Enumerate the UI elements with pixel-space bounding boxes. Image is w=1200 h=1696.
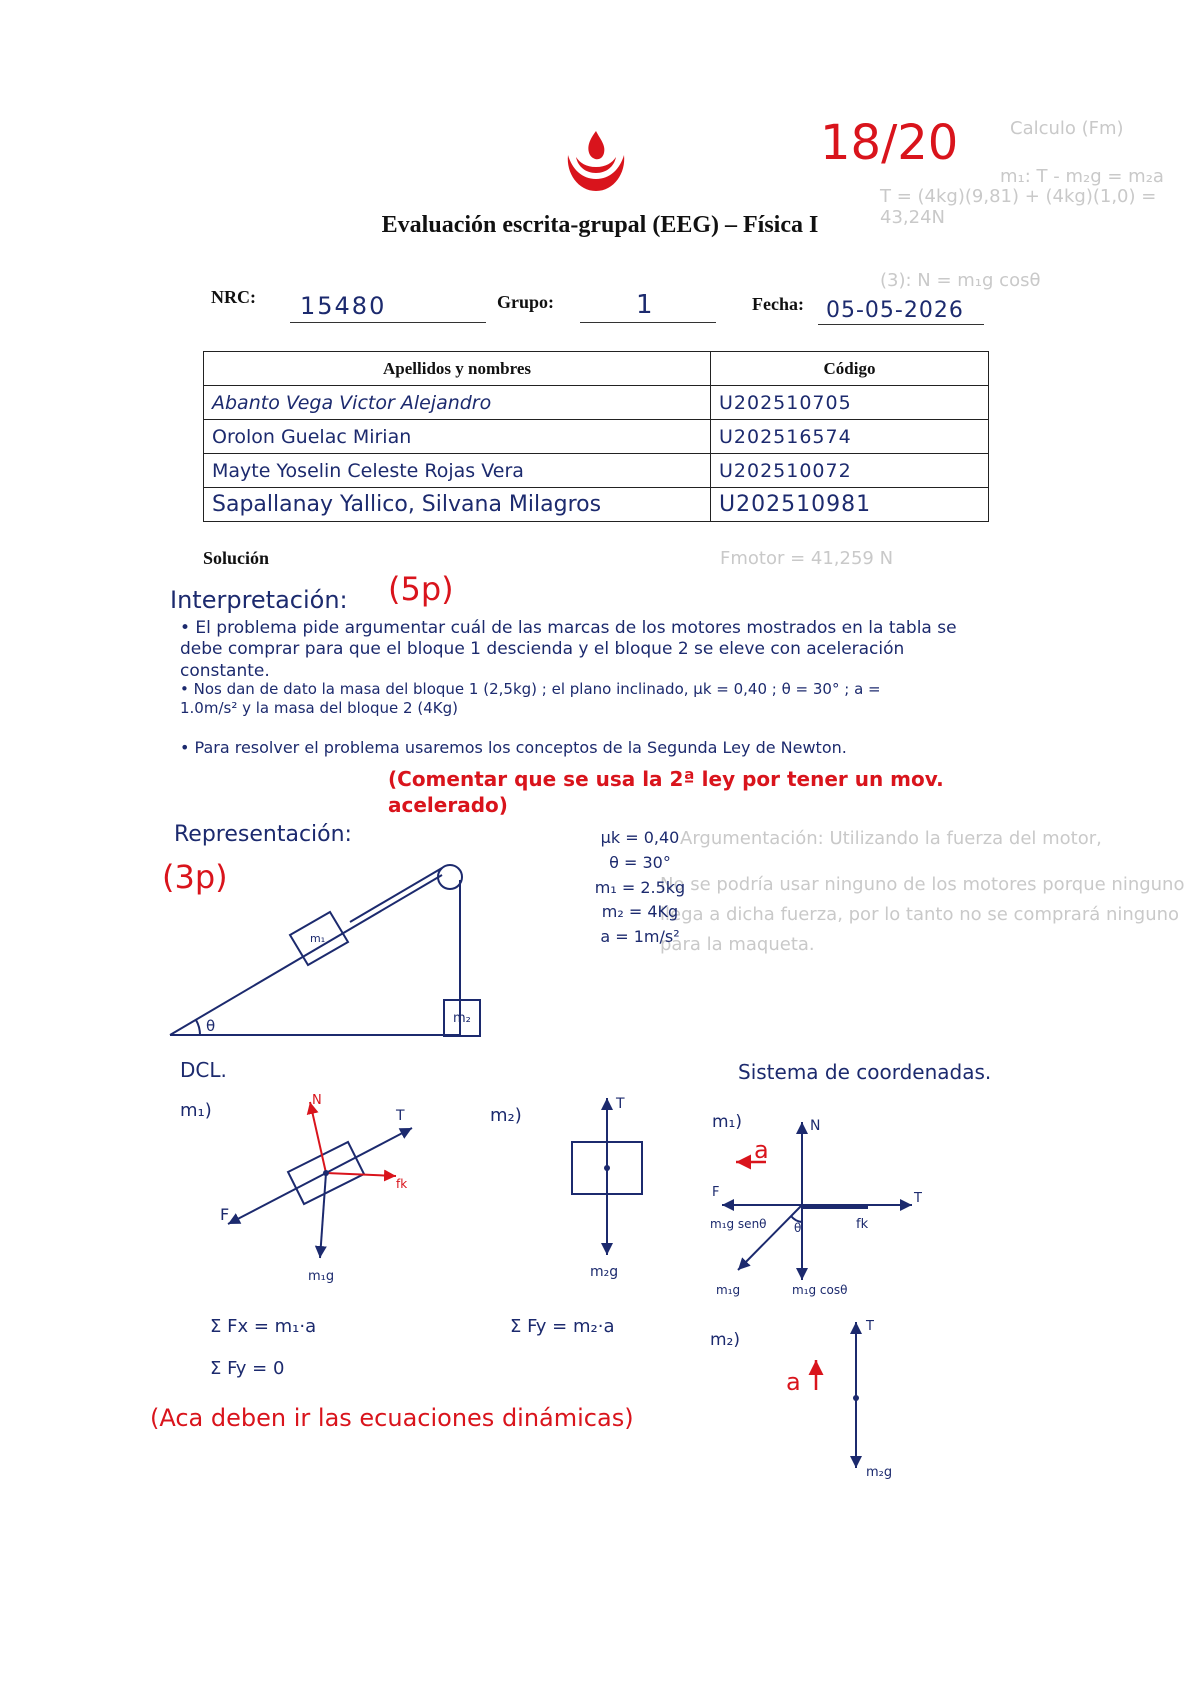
given-data-item: m₁ = 2.5kg bbox=[594, 877, 686, 897]
interpretation-bullet: • El problema pide argumentar cuál de las marcas de los motores mostrados en la tabla se debe comprar para que el bloque 1 descienda y el bloque 2 se eleve con aceleración constante. bbox=[180, 618, 957, 681]
dcl-m1-label: m₁) bbox=[180, 1100, 212, 1121]
column-header: Apellidos y nombres bbox=[204, 352, 711, 386]
members-table bbox=[203, 351, 989, 522]
nrc-underline bbox=[290, 322, 486, 323]
member-name: Mayte Yoselin Celeste Rojas Vera bbox=[204, 454, 711, 488]
date-underline bbox=[818, 324, 984, 325]
friction-label: fk bbox=[396, 1177, 408, 1191]
solution-heading: Solución bbox=[203, 548, 270, 568]
bleed-through-line: para la maqueta. bbox=[660, 934, 815, 955]
university-logo bbox=[560, 125, 632, 197]
bleed-through-line: Calculo (Fm) bbox=[1010, 118, 1124, 139]
tension-label: T bbox=[396, 1108, 405, 1124]
bleed-through-line: Fmotor = 41,259 N bbox=[720, 548, 894, 569]
equation-sum-fy: Σ Fy = 0 bbox=[210, 1358, 285, 1379]
normal-axis-label: N bbox=[810, 1118, 821, 1134]
representation-title: Representación: bbox=[174, 822, 352, 847]
member-code: U202510705 bbox=[711, 386, 989, 420]
nrc-value: 15480 bbox=[300, 292, 387, 320]
equation-m2: Σ Fy = m₂·a bbox=[510, 1316, 615, 1337]
coords-m1-label: m₁) bbox=[712, 1112, 743, 1132]
table-row bbox=[204, 420, 989, 454]
representation-score: (3p) bbox=[162, 858, 228, 896]
given-data-list bbox=[585, 826, 695, 950]
grade-score: 18/20 bbox=[820, 115, 959, 171]
teacher-comment: (Comentar que se usa la 2ª ley por tener un mov. acelerado) bbox=[388, 767, 944, 817]
force-f-axis-label: F bbox=[712, 1185, 720, 1200]
block1-label: m₁ bbox=[310, 932, 326, 945]
member-name: Abanto Vega Victor Alejandro bbox=[204, 386, 711, 420]
interpretation-bullet: • Para resolver el problema usaremos los conceptos de la Segunda Ley de Newton. bbox=[180, 738, 847, 757]
bleed-through-line: llega a dicha fuerza, por lo tanto no se comprará ninguno bbox=[660, 904, 1180, 925]
nrc-label: NRC: bbox=[211, 287, 256, 307]
coordinate-system-m1 bbox=[690, 1110, 930, 1310]
final-teacher-comment: (Aca deben ir las ecuaciones dinámicas) bbox=[150, 1404, 634, 1432]
normal-force-label: N bbox=[312, 1093, 322, 1108]
coords-m2-label: m₂) bbox=[710, 1330, 741, 1350]
table-row bbox=[204, 454, 989, 488]
bleed-through-line: T = (4kg)(9,81) + (4kg)(1,0) = 43,24N bbox=[880, 186, 1157, 228]
given-data-item: a = 1m/s² bbox=[600, 927, 680, 947]
member-code: U202510981 bbox=[711, 488, 989, 522]
weight-m2-label: m₂g bbox=[590, 1264, 619, 1280]
tension-m2-axis-label: T bbox=[866, 1319, 874, 1334]
bleed-through-line: Argumentación: Utilizando la fuerza del motor, bbox=[680, 828, 1102, 849]
member-name: Sapallanay Yallico, Silvana Milagros bbox=[204, 488, 711, 522]
coordinate-system-m2 bbox=[780, 1310, 900, 1480]
weight-axis-label: m₁g bbox=[716, 1283, 741, 1297]
block2-label: m₂ bbox=[453, 1011, 471, 1026]
group-value: 1 bbox=[636, 290, 653, 320]
page-title: Evaluación escrita-grupal (EEG) – Física I bbox=[381, 212, 819, 238]
member-code: U202510072 bbox=[711, 454, 989, 488]
given-data-item: m₂ = 4Kg bbox=[601, 902, 679, 922]
bleed-through-line: No se podría usar ninguno de los motores porque ninguno bbox=[660, 874, 1185, 895]
group-label: Grupo: bbox=[497, 292, 555, 312]
table-header-row bbox=[204, 352, 989, 386]
given-data-item: μk = 0,40 bbox=[600, 828, 680, 847]
member-name: Orolon Guelac Mirian bbox=[204, 420, 711, 454]
acceleration-m2-label: a bbox=[786, 1368, 801, 1396]
tension-m2-label: T bbox=[616, 1096, 625, 1112]
weight-m2-axis-label: m₂g bbox=[866, 1465, 893, 1480]
group-underline bbox=[580, 322, 716, 323]
interpretation-score: (5p) bbox=[388, 570, 454, 608]
weight-m1-label: m₁g bbox=[308, 1269, 335, 1284]
column-header: Código bbox=[711, 352, 989, 386]
interpretation-title: Interpretación: bbox=[170, 586, 348, 614]
interpretation-bullet: • Nos dan de dato la masa del bloque 1 (2,5kg) ; el plano inclinado, μk = 0,40 ; θ = 30° ; a = 1.0m/s² y la masa del bloque 2 (4Kg) bbox=[180, 680, 881, 717]
date-label: Fecha: bbox=[752, 294, 804, 314]
fbd-block2 bbox=[560, 1090, 680, 1300]
given-data-item: θ = 30° bbox=[609, 852, 671, 872]
sin-component-label: m₁g senθ bbox=[710, 1217, 767, 1231]
friction-axis-label: fk bbox=[856, 1217, 869, 1232]
table-row bbox=[204, 488, 989, 522]
force-f-label: F bbox=[220, 1205, 230, 1224]
date-value: 05-05-2026 bbox=[826, 298, 964, 323]
acceleration-label: a bbox=[754, 1136, 769, 1164]
table-row bbox=[204, 386, 989, 420]
dcl-title: DCL. bbox=[180, 1058, 227, 1082]
cos-component-label: m₁g cosθ bbox=[792, 1283, 848, 1297]
dcl-m2-label: m₂) bbox=[490, 1105, 522, 1126]
equation-sum-fx: Σ Fx = m₁·a bbox=[210, 1316, 317, 1337]
fbd-block1 bbox=[200, 1090, 440, 1300]
tension-axis-label: T bbox=[914, 1191, 922, 1206]
theta-axis-label: θ bbox=[794, 1221, 802, 1235]
bleed-through-line: (3): N = m₁g cosθ bbox=[880, 270, 1041, 291]
bleed-through-line: m₁: T - m₂g = m₂a bbox=[1000, 166, 1164, 187]
member-code: U202516574 bbox=[711, 420, 989, 454]
angle-label: θ bbox=[206, 1017, 216, 1035]
coordinates-title: Sistema de coordenadas. bbox=[738, 1060, 992, 1084]
incline-diagram bbox=[160, 850, 520, 1050]
